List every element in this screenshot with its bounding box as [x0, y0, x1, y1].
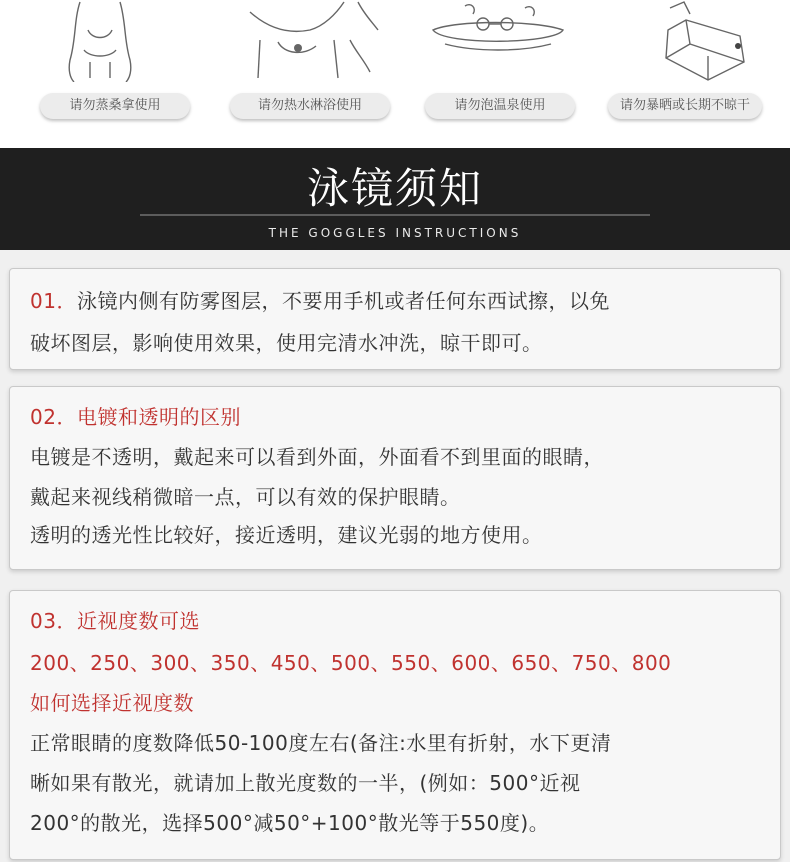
hot-spring-figure-icon [425, 0, 570, 82]
card-03-subheading: 如何选择近视度数 [30, 691, 194, 715]
card-03-line-6: 200°的散光，选择500°减50°+100°散光等于550度)。 [30, 811, 550, 835]
card-03-heading: 03．近视度数可选 [30, 609, 200, 633]
card-03-degree-options: 200、250、300、350、450、500、550、600、650、750、800 [30, 651, 672, 675]
card-01-line-1-text: 泳镜内侧有防雾图层，不要用手机或者任何东西试擦，以免 [76, 289, 610, 313]
shower-figure-icon [240, 0, 380, 82]
card-02-heading: 02．电镀和透明的区别 [30, 405, 241, 429]
instructions-banner [0, 148, 790, 250]
instruction-card-03 [9, 590, 781, 860]
sauna-figure-icon [40, 0, 160, 82]
warning-label-sun-dry: 请勿暴晒或长期不晾干 [608, 93, 762, 119]
card-02-line-4: 透明的透光性比较好，接近透明，建议光弱的地方使用。 [30, 523, 543, 547]
warning-label-shower: 请勿热水淋浴使用 [230, 93, 390, 119]
warning-label-hot-spring: 请勿泡温泉使用 [425, 93, 575, 119]
card-01-line-2: 破坏图层，影响使用效果，使用完清水冲洗，晾干即可。 [30, 331, 543, 355]
card-01-line-1 [30, 285, 610, 314]
banner-subtitle: THE GOGGLES INSTRUCTIONS [268, 226, 522, 240]
instructions-body [0, 250, 790, 862]
goggles-bag-icon [650, 0, 760, 82]
card-01-number: 01． [30, 289, 77, 313]
instruction-card-02 [9, 386, 781, 570]
banner-title: 泳镜须知 [306, 164, 483, 213]
card-02-line-3: 戴起来视线稍微暗一点，可以有效的保护眼睛。 [30, 485, 461, 509]
instruction-card-01 [9, 268, 781, 370]
banner-divider [140, 212, 650, 218]
warning-illustrations [0, 0, 790, 148]
warning-label-sauna: 请勿蒸桑拿使用 [40, 93, 190, 119]
card-03-line-4: 正常眼睛的度数降低50-100度左右(备注:水里有折射，水下更清 [30, 731, 612, 755]
card-03-line-5: 晰如果有散光，就请加上散光度数的一半，(例如：500°近视 [30, 771, 581, 795]
card-02-line-2: 电镀是不透明，戴起来可以看到外面，外面看不到里面的眼睛， [30, 445, 604, 469]
